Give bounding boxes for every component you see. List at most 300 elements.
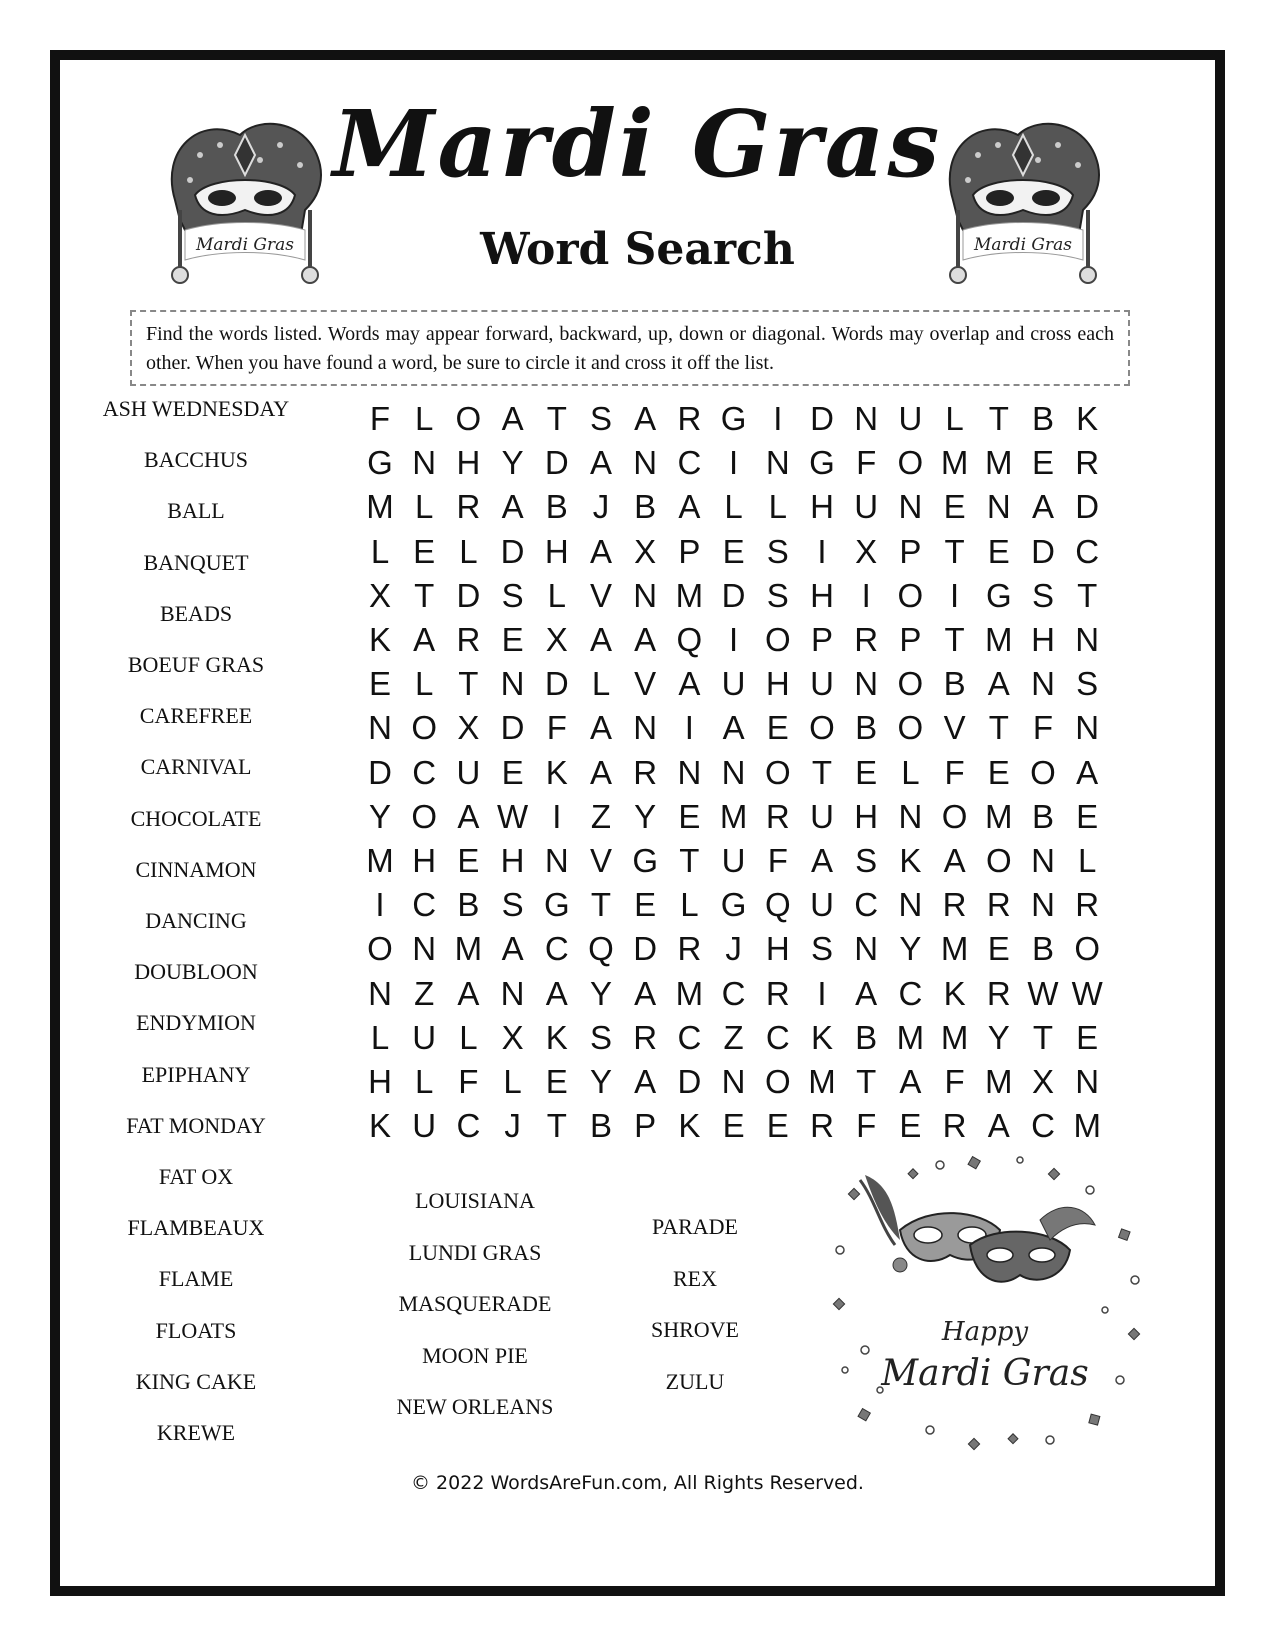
grid-letter[interactable]: W	[497, 797, 529, 835]
word-list-item: PARADE	[652, 1214, 738, 1239]
grid-letter[interactable]: E	[457, 842, 480, 879]
grid-letter[interactable]: I	[950, 576, 960, 614]
word-list-item: BOEUF GRAS	[127, 652, 265, 677]
grid-letter[interactable]: C	[456, 1107, 481, 1145]
grid-letter[interactable]: N	[633, 444, 658, 482]
grid-letter[interactable]: U	[721, 665, 746, 703]
grid-letter[interactable]: O	[985, 842, 1012, 879]
grid-letter[interactable]: L	[591, 665, 611, 703]
grid-letter[interactable]: N	[1031, 665, 1055, 703]
grid-letter[interactable]: L	[415, 1063, 434, 1100]
grid-letter[interactable]: I	[729, 444, 739, 482]
grid-letter[interactable]: N	[412, 444, 437, 482]
grid-letter[interactable]: H	[854, 797, 879, 835]
grid-letter[interactable]: T	[1077, 576, 1098, 614]
grid-letter[interactable]: R	[1075, 444, 1100, 482]
word-list-item: FAT OX	[158, 1164, 234, 1189]
word-list-item: MASQUERADE	[398, 1291, 552, 1316]
grid-letter[interactable]: U	[412, 1018, 437, 1056]
grid-letter[interactable]: R	[765, 797, 790, 835]
grid-letter[interactable]: T	[414, 576, 435, 614]
grid-letter[interactable]: I	[375, 886, 385, 924]
grid-letter[interactable]: D	[677, 1063, 702, 1100]
grid-letter[interactable]: L	[415, 400, 434, 437]
grid-letter[interactable]: D	[500, 532, 525, 570]
grid-letter[interactable]: A	[501, 400, 524, 437]
grid-letter[interactable]: Y	[899, 930, 922, 968]
grid-letter[interactable]: C	[721, 974, 746, 1012]
grid-letter[interactable]: N	[1031, 842, 1055, 879]
grid-letter[interactable]: K	[545, 1018, 568, 1056]
grid-letter[interactable]: M	[808, 1063, 836, 1100]
grid-letter[interactable]: L	[459, 532, 478, 570]
grid-letter[interactable]: N	[368, 709, 392, 747]
grid-letter[interactable]: A	[678, 488, 701, 526]
grid-letter[interactable]: F	[546, 709, 567, 747]
grid-letter[interactable]: Y	[501, 444, 524, 482]
grid-letter[interactable]: T	[679, 842, 700, 879]
grid-letter[interactable]: W	[1071, 974, 1103, 1012]
grid-letter[interactable]: H	[765, 665, 790, 703]
grid-letter[interactable]: D	[1031, 532, 1055, 570]
grid-letter[interactable]: U	[810, 797, 834, 835]
grid-letter[interactable]: G	[809, 444, 835, 482]
grid-letter[interactable]: E	[855, 753, 878, 791]
grid-letter[interactable]: V	[589, 576, 612, 614]
grid-letter[interactable]: F	[856, 444, 877, 482]
grid-letter[interactable]: E	[368, 665, 391, 703]
grid-letter[interactable]: O	[897, 444, 924, 482]
grid-letter[interactable]: S	[589, 1018, 612, 1056]
grid-letter[interactable]: T	[458, 665, 479, 703]
grid-letter[interactable]: T	[988, 709, 1009, 747]
grid-letter[interactable]: A	[501, 488, 524, 526]
grid-letter[interactable]: K	[678, 1107, 701, 1145]
grid-letter[interactable]: C	[677, 1018, 702, 1056]
grid-letter[interactable]: G	[632, 842, 659, 879]
grid-letter[interactable]: O	[411, 797, 438, 835]
grid-letter[interactable]: T	[988, 400, 1009, 437]
grid-letter[interactable]: L	[503, 1063, 522, 1100]
grid-letter[interactable]: N	[1031, 886, 1055, 924]
grid-letter[interactable]: H	[500, 842, 525, 879]
grid-letter[interactable]: R	[456, 488, 481, 526]
grid-letter[interactable]: E	[634, 886, 657, 924]
grid-letter[interactable]: F	[1032, 709, 1054, 747]
grid-letter[interactable]: C	[898, 974, 923, 1012]
grid-letter[interactable]: M	[985, 444, 1013, 482]
grid-letter[interactable]: C	[412, 753, 437, 791]
grid-letter[interactable]: E	[987, 753, 1010, 791]
grid-letter[interactable]: N	[633, 576, 658, 614]
grid-letter[interactable]: Q	[764, 886, 791, 924]
grid-letter[interactable]: E	[413, 532, 436, 570]
grid-letter[interactable]: T	[1032, 1018, 1054, 1056]
grid-letter[interactable]: Y	[589, 974, 612, 1012]
grid-letter[interactable]: F	[944, 1063, 965, 1100]
grid-letter[interactable]: Z	[414, 974, 435, 1012]
grid-letter[interactable]: M	[985, 1063, 1013, 1100]
grid-letter[interactable]: C	[765, 1018, 790, 1056]
grid-letter[interactable]: N	[898, 886, 923, 924]
grid-letter[interactable]: R	[677, 930, 702, 968]
grid-letter[interactable]: A	[1076, 753, 1099, 791]
grid-letter[interactable]: O	[809, 709, 835, 747]
grid-letter[interactable]: E	[899, 1107, 922, 1145]
grid-letter[interactable]: K	[899, 842, 922, 879]
grid-letter[interactable]: A	[810, 842, 833, 879]
grid-letter[interactable]: A	[678, 665, 701, 703]
grid-letter[interactable]: X	[501, 1018, 524, 1056]
grid-letter[interactable]: O	[897, 665, 924, 703]
grid-letter[interactable]: A	[589, 444, 612, 482]
grid-letter[interactable]: A	[1031, 488, 1054, 526]
grid-letter[interactable]: L	[768, 488, 787, 526]
grid-letter[interactable]: H	[765, 930, 790, 968]
grid-letter[interactable]: L	[547, 576, 566, 614]
grid-letter[interactable]: M	[719, 797, 748, 835]
grid-letter[interactable]: A	[589, 709, 612, 747]
grid-letter[interactable]: T	[546, 1107, 567, 1145]
grid-letter[interactable]: V	[943, 709, 966, 747]
grid-letter[interactable]: N	[368, 974, 392, 1012]
grid-letter[interactable]: U	[721, 842, 746, 879]
grid-letter[interactable]: N	[986, 488, 1011, 526]
grid-letter[interactable]: R	[986, 886, 1011, 924]
grid-letter[interactable]: E	[987, 532, 1010, 570]
grid-letter[interactable]: K	[810, 1018, 833, 1056]
grid-letter[interactable]: R	[677, 400, 702, 437]
happy-mardi-gras-illustration	[820, 1150, 1150, 1460]
grid-letter[interactable]: O	[1074, 930, 1101, 968]
grid-letter[interactable]: N	[633, 709, 658, 747]
grid-letter[interactable]: Z	[723, 1018, 744, 1056]
grid-letter[interactable]: A	[899, 1063, 922, 1100]
grid-letter[interactable]: E	[987, 930, 1010, 968]
grid-letter[interactable]: N	[765, 444, 790, 482]
grid-letter[interactable]: L	[1078, 842, 1097, 879]
grid-letter[interactable]: N	[500, 665, 525, 703]
grid-letter[interactable]: E	[722, 1107, 745, 1145]
grid-letter[interactable]: A	[589, 753, 612, 791]
grid-letter[interactable]: D	[633, 930, 658, 968]
grid-letter[interactable]: M	[675, 576, 704, 614]
grid-letter[interactable]: X	[1031, 1063, 1054, 1100]
grid-letter[interactable]: R	[765, 974, 790, 1012]
grid-letter[interactable]: F	[369, 400, 391, 437]
grid-letter[interactable]: O	[411, 709, 438, 747]
grid-letter[interactable]: D	[500, 709, 525, 747]
grid-letter[interactable]: N	[898, 797, 923, 835]
grid-letter[interactable]: L	[724, 488, 743, 526]
grid-letter[interactable]: O	[764, 621, 791, 658]
grid-letter[interactable]: H	[810, 488, 834, 526]
grid-letter[interactable]: S	[501, 576, 524, 614]
grid-letter[interactable]: T	[944, 532, 965, 570]
grid-letter[interactable]: A	[722, 709, 745, 747]
grid-letter[interactable]: A	[634, 621, 657, 658]
grid-letter[interactable]: L	[459, 1018, 478, 1056]
grid-letter[interactable]: I	[817, 532, 827, 570]
grid-letter[interactable]: B	[545, 488, 568, 526]
grid-letter[interactable]: C	[544, 930, 569, 968]
grid-letter[interactable]: O	[764, 1063, 791, 1100]
grid-letter[interactable]: X	[855, 532, 878, 570]
grid-letter[interactable]: G	[720, 400, 747, 437]
grid-letter[interactable]: H	[412, 842, 437, 879]
grid-letter[interactable]: F	[944, 753, 965, 791]
grid-letter[interactable]: H	[1031, 621, 1055, 658]
grid-letter[interactable]: C	[1075, 532, 1100, 570]
grid-letter[interactable]: T	[590, 886, 612, 924]
grid-letter[interactable]: P	[810, 621, 833, 658]
grid-letter[interactable]: S	[589, 400, 612, 437]
grid-letter[interactable]: R	[986, 974, 1011, 1012]
grid-letter[interactable]: I	[729, 621, 739, 658]
grid-letter[interactable]: S	[766, 576, 789, 614]
grid-letter[interactable]: B	[589, 1107, 612, 1145]
grid-letter[interactable]: N	[677, 753, 702, 791]
grid-letter[interactable]: P	[899, 532, 922, 570]
grid-letter[interactable]: O	[1030, 753, 1056, 791]
grid-letter[interactable]: X	[457, 709, 480, 747]
grid-letter[interactable]: M	[366, 842, 394, 879]
grid-letter[interactable]: D	[544, 444, 569, 482]
grid-letter[interactable]: S	[766, 532, 789, 570]
grid-letter[interactable]: C	[412, 886, 437, 924]
grid-letter[interactable]: E	[501, 753, 524, 791]
grid-letter[interactable]: A	[589, 621, 612, 658]
grid-letter[interactable]: M	[366, 488, 394, 526]
grid-letter[interactable]: A	[634, 400, 657, 437]
grid-letter[interactable]: F	[856, 1107, 877, 1145]
grid-letter[interactable]: B	[943, 665, 966, 703]
grid-letter[interactable]: O	[897, 709, 924, 747]
word-list-item: CHOCOLATE	[130, 805, 262, 831]
grid-letter[interactable]: M	[985, 621, 1013, 658]
grid-letter[interactable]: F	[767, 842, 788, 879]
grid-letter[interactable]: R	[633, 753, 658, 791]
grid-letter[interactable]: E	[766, 1107, 789, 1145]
grid-letter[interactable]: Y	[634, 797, 657, 835]
grid-letter[interactable]: X	[368, 576, 391, 614]
grid-letter[interactable]: G	[985, 576, 1012, 614]
grid-letter[interactable]: I	[773, 400, 783, 437]
grid-letter[interactable]: A	[634, 1063, 657, 1100]
grid-letter[interactable]: M	[454, 930, 483, 968]
grid-letter[interactable]: N	[1075, 621, 1100, 658]
word-list-item: REX	[673, 1265, 717, 1291]
grid-letter[interactable]: H	[456, 444, 481, 482]
grid-letter[interactable]: E	[1076, 1018, 1099, 1056]
grid-letter[interactable]: E	[678, 797, 701, 835]
grid-letter[interactable]: Z	[590, 797, 612, 835]
grid-letter[interactable]: H	[544, 532, 569, 570]
grid-letter[interactable]: S	[1076, 665, 1099, 703]
grid-letter[interactable]: S	[1031, 576, 1054, 614]
grid-letter[interactable]: R	[854, 621, 879, 658]
grid-letter[interactable]: E	[766, 709, 789, 747]
grid-letter[interactable]: H	[368, 1063, 392, 1100]
grid-letter[interactable]: I	[817, 974, 827, 1012]
grid-letter[interactable]: W	[1027, 974, 1059, 1012]
grid-letter[interactable]: A	[413, 621, 436, 658]
grid-letter[interactable]: O	[764, 753, 791, 791]
grid-letter[interactable]: A	[855, 974, 878, 1012]
grid-letter[interactable]: B	[855, 1018, 878, 1056]
grid-letter[interactable]: J	[504, 1107, 521, 1145]
grid-letter[interactable]: L	[945, 400, 964, 437]
grid-letter[interactable]: G	[720, 886, 747, 924]
grid-letter[interactable]: I	[684, 709, 694, 747]
grid-letter[interactable]: S	[810, 930, 833, 968]
grid-letter[interactable]: H	[810, 576, 834, 614]
grid-letter[interactable]: O	[897, 576, 924, 614]
grid-letter[interactable]: T	[856, 1063, 877, 1100]
grid-letter[interactable]: A	[457, 797, 480, 835]
grid-letter[interactable]: D	[368, 753, 392, 791]
grid-letter[interactable]: R	[633, 1018, 658, 1056]
grid-letter[interactable]: M	[940, 444, 969, 482]
grid-letter[interactable]: K	[368, 621, 391, 658]
grid-letter[interactable]: B	[855, 709, 878, 747]
grid-letter[interactable]: E	[943, 488, 966, 526]
grid-letter[interactable]: M	[940, 1018, 969, 1056]
grid-letter[interactable]: U	[898, 400, 923, 437]
grid-letter[interactable]: D	[456, 576, 481, 614]
grid-letter[interactable]: M	[985, 797, 1013, 835]
grid-letter[interactable]: D	[810, 400, 834, 437]
grid-letter[interactable]: D	[721, 576, 746, 614]
grid-letter[interactable]: E	[545, 1063, 568, 1100]
grid-letter[interactable]: P	[634, 1107, 657, 1145]
grid-letter[interactable]: A	[634, 974, 657, 1012]
grid-letter[interactable]: R	[942, 886, 967, 924]
grid-letter[interactable]: R	[1075, 886, 1100, 924]
grid-letter[interactable]: Q	[676, 621, 703, 658]
grid-letter[interactable]: K	[545, 753, 568, 791]
grid-letter[interactable]: J	[725, 930, 742, 968]
grid-letter[interactable]: K	[943, 974, 966, 1012]
grid-letter[interactable]: U	[810, 886, 834, 924]
grid-letter[interactable]: O	[455, 400, 482, 437]
grid-letter[interactable]: Y	[987, 1018, 1010, 1056]
grid-letter[interactable]: E	[1076, 797, 1099, 835]
grid-letter[interactable]: A	[589, 532, 612, 570]
grid-letter[interactable]: N	[721, 753, 746, 791]
grid-letter[interactable]: N	[854, 400, 879, 437]
grid-letter[interactable]: E	[1031, 444, 1054, 482]
grid-letter[interactable]: B	[1031, 930, 1054, 968]
grid-letter[interactable]: B	[1031, 797, 1054, 835]
grid-letter[interactable]: N	[1075, 1063, 1100, 1100]
word-list-item: KREWE	[156, 1420, 236, 1445]
grid-letter[interactable]: M	[896, 1018, 925, 1056]
grid-letter[interactable]: T	[811, 753, 833, 791]
grid-letter[interactable]: J	[592, 488, 610, 526]
grid-letter[interactable]: M	[940, 930, 969, 968]
grid-letter[interactable]: S	[501, 886, 524, 924]
grid-letter[interactable]: O	[367, 930, 393, 968]
grid-letter[interactable]: Y	[368, 797, 391, 835]
grid-letter[interactable]: R	[942, 1107, 967, 1145]
word-list-item: LUNDI GRAS	[408, 1239, 542, 1265]
grid-letter[interactable]: L	[370, 1018, 390, 1056]
grid-letter[interactable]: U	[854, 488, 879, 526]
grid-letter[interactable]: B	[634, 488, 657, 526]
grid-letter[interactable]: L	[901, 753, 920, 791]
grid-letter[interactable]: D	[544, 665, 569, 703]
grid-letter[interactable]: K	[1076, 400, 1099, 437]
grid-letter[interactable]: I	[861, 576, 871, 614]
grid-letter[interactable]: X	[634, 532, 657, 570]
grid-letter[interactable]: X	[545, 621, 568, 658]
grid-letter[interactable]: L	[415, 665, 434, 703]
grid-letter[interactable]: A	[987, 665, 1010, 703]
grid-letter[interactable]: I	[552, 797, 562, 835]
grid-letter[interactable]: F	[458, 1063, 479, 1100]
grid-letter[interactable]: G	[543, 886, 570, 924]
grid-letter[interactable]: N	[898, 488, 923, 526]
grid-letter[interactable]: P	[899, 621, 922, 658]
grid-letter[interactable]: V	[589, 842, 612, 879]
grid-letter[interactable]: G	[367, 444, 393, 482]
grid-letter[interactable]: C	[854, 886, 879, 924]
grid-letter[interactable]: D	[1075, 488, 1100, 526]
grid-letter[interactable]: C	[1031, 1107, 1055, 1145]
grid-letter[interactable]: E	[501, 621, 524, 658]
grid-letter[interactable]: E	[722, 532, 745, 570]
grid-letter[interactable]: A	[987, 1107, 1010, 1145]
grid-letter[interactable]: O	[941, 797, 968, 835]
grid-letter[interactable]: U	[810, 665, 834, 703]
grid-letter[interactable]: N	[412, 930, 437, 968]
grid-letter[interactable]: L	[415, 488, 434, 526]
grid-letter[interactable]: N	[721, 1063, 746, 1100]
grid-letter[interactable]: V	[634, 665, 657, 703]
grid-letter[interactable]: T	[944, 621, 965, 658]
grid-letter[interactable]: A	[457, 974, 480, 1012]
grid-letter[interactable]: N	[854, 930, 879, 968]
grid-letter[interactable]: U	[412, 1107, 437, 1145]
grid-letter[interactable]: Q	[588, 930, 614, 968]
grid-letter[interactable]: B	[1031, 400, 1054, 437]
grid-letter[interactable]: A	[943, 842, 966, 879]
word-list-item: FLAMBEAUX	[127, 1215, 265, 1241]
grid-letter[interactable]: P	[678, 532, 701, 570]
grid-letter[interactable]: A	[501, 930, 524, 968]
grid-letter[interactable]: A	[545, 974, 568, 1012]
grid-letter[interactable]: S	[855, 842, 878, 879]
grid-letter[interactable]: B	[457, 886, 480, 924]
grid-letter[interactable]: L	[370, 532, 390, 570]
grid-letter[interactable]: U	[456, 753, 481, 791]
grid-letter[interactable]: R	[810, 1107, 834, 1145]
grid-letter[interactable]: N	[544, 842, 569, 879]
grid-letter[interactable]: N	[1075, 709, 1100, 747]
grid-letter[interactable]: M	[1073, 1107, 1101, 1145]
grid-letter[interactable]: T	[546, 400, 567, 437]
grid-letter[interactable]: C	[677, 444, 702, 482]
grid-letter[interactable]: N	[500, 974, 525, 1012]
grid-letter[interactable]: Y	[589, 1063, 612, 1100]
grid-letter[interactable]: R	[456, 621, 481, 658]
grid-letter[interactable]: N	[854, 665, 879, 703]
word-list-item: CARNIVAL	[140, 754, 252, 780]
grid-letter[interactable]: K	[368, 1107, 391, 1145]
grid-letter[interactable]: M	[675, 974, 704, 1012]
grid-letter[interactable]: L	[680, 886, 699, 924]
